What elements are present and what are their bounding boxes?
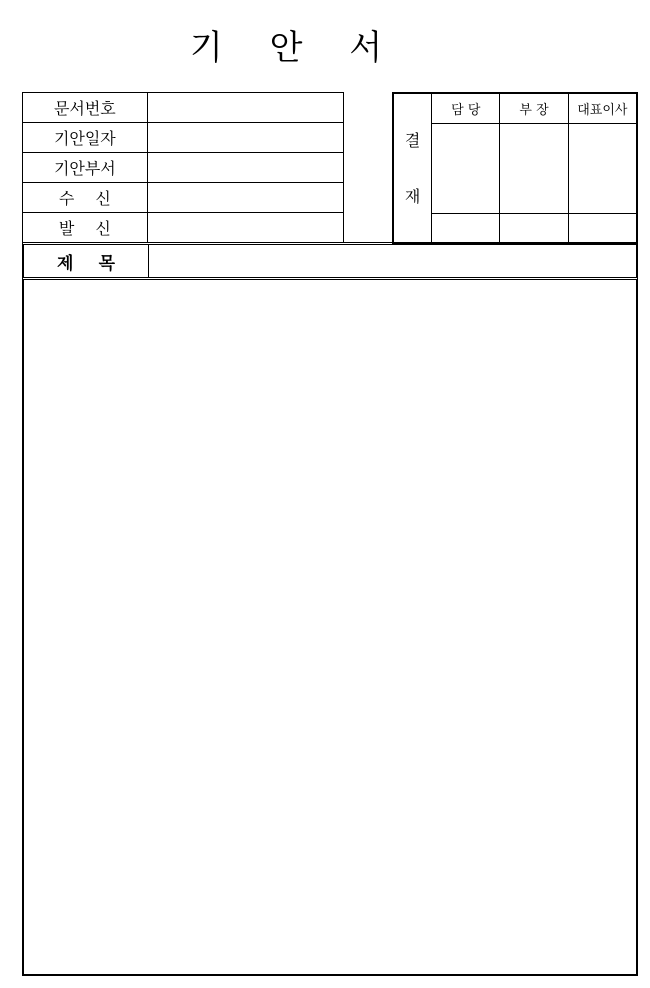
approval-date-ceo[interactable]	[568, 214, 637, 245]
draft-date-row	[23, 123, 344, 153]
recipient-field[interactable]	[147, 183, 343, 213]
subject-row	[22, 242, 638, 280]
recipient-row	[23, 183, 344, 213]
sender-label-a: 발	[58, 219, 75, 238]
approval-sign-staff[interactable]	[432, 124, 500, 214]
subject-label-b: 목	[98, 253, 115, 274]
approval-role-staff: 담 당	[432, 93, 500, 124]
approval-role-row	[393, 93, 637, 124]
sender-row	[23, 213, 344, 243]
doc-number-field[interactable]	[147, 93, 343, 123]
approval-date-manager[interactable]	[500, 214, 568, 245]
document-body[interactable]	[22, 280, 638, 976]
approval-label-cell	[393, 93, 432, 244]
draft-date-field[interactable]	[147, 123, 343, 153]
approval-label-bottom: 재	[404, 186, 421, 206]
approval-role-ceo: 대표이사	[568, 93, 637, 124]
recipient-label	[23, 183, 148, 213]
subject-label-a: 제	[57, 253, 74, 274]
draft-date-label: 기안일자	[23, 123, 148, 153]
approval-sign-ceo[interactable]	[568, 124, 637, 214]
draft-dept-row	[23, 153, 344, 183]
draft-dept-field[interactable]	[147, 153, 343, 183]
approval-sign-manager[interactable]	[500, 124, 568, 214]
doc-number-label: 문서번호	[23, 93, 148, 123]
subject-label	[24, 245, 149, 277]
subject-field[interactable]	[149, 245, 636, 277]
document-info-table	[22, 92, 344, 243]
recipient-label-b: 신	[95, 189, 111, 208]
sender-field[interactable]	[147, 213, 343, 243]
approval-role-manager: 부 장	[500, 93, 568, 124]
document-title: 기 안 서	[189, 28, 401, 68]
approval-table	[392, 92, 638, 245]
approval-date-staff[interactable]	[432, 214, 500, 245]
approval-label-top: 결	[404, 130, 421, 150]
sender-label	[23, 213, 148, 243]
sender-label-b: 신	[95, 219, 111, 238]
draft-dept-label: 기안부서	[23, 153, 148, 183]
doc-number-row	[23, 93, 344, 123]
recipient-label-a: 수	[58, 189, 75, 208]
